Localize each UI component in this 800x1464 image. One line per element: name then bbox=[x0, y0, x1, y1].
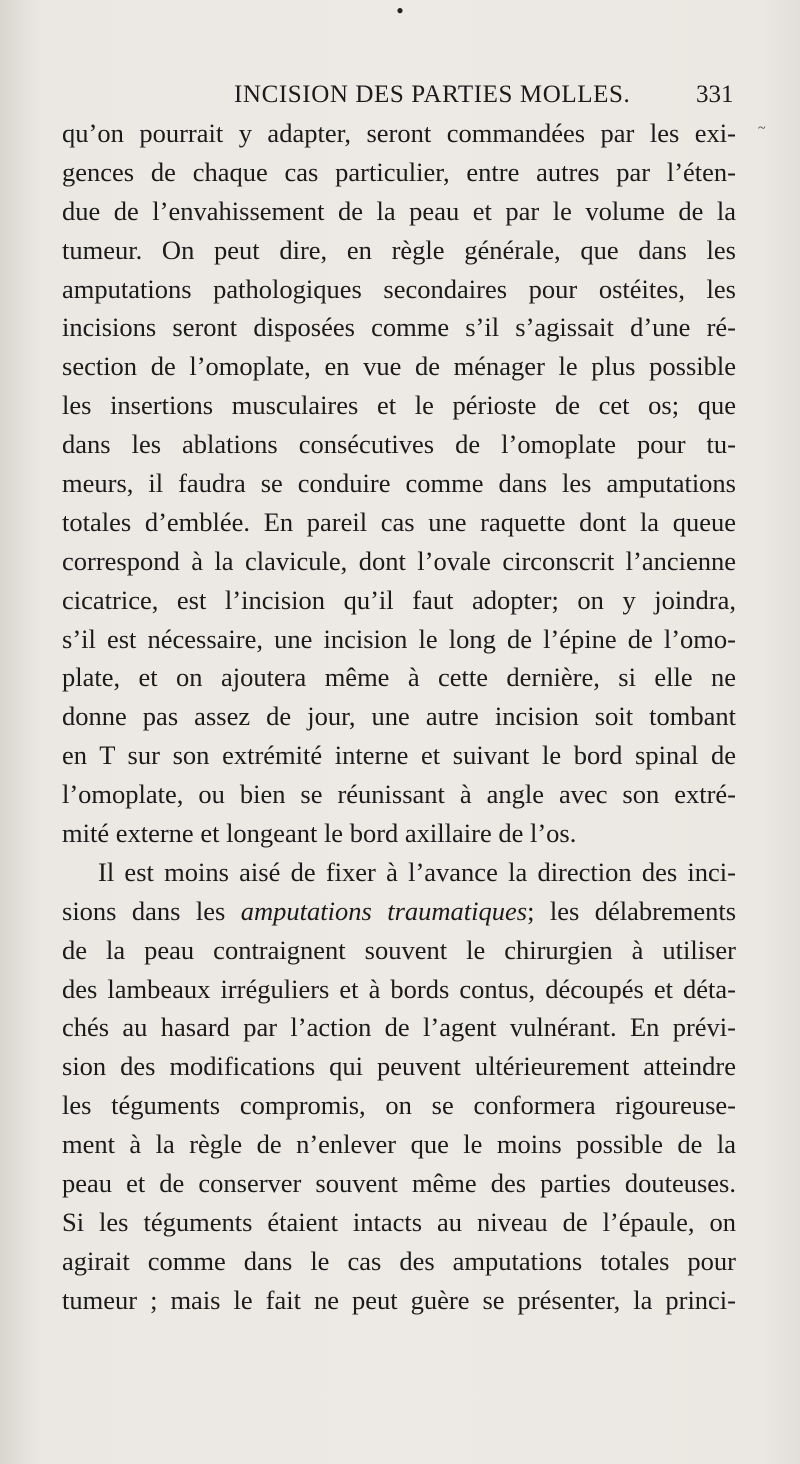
paragraph-first-line: Il est moins aisé de fixer à l’avance la direction des inci- bbox=[98, 856, 736, 887]
text-line: qu’on pourrait y adapter, seront commandées par les exi- bbox=[62, 118, 736, 148]
text-line: tumeur ; mais le fait ne peut guère se présenter, la princi- bbox=[62, 1284, 736, 1315]
page-number: 331 bbox=[696, 81, 734, 108]
margin-mark: ~ bbox=[758, 121, 766, 136]
text-line: tumeur. On peut dire, en règle générale, que dans les bbox=[62, 234, 736, 265]
text-line: s’il est nécessaire, une incision le long de l’épine de l’omo- bbox=[62, 623, 736, 654]
text-line: meurs, il faudra se conduire comme dans les amputations bbox=[62, 468, 736, 499]
text-line: plate, et on ajoutera même à cette dernière, si elle ne bbox=[62, 662, 736, 693]
text-line: donne pas assez de jour, une autre incision soit tombant bbox=[62, 701, 736, 732]
text-span: ; les délabrements bbox=[527, 895, 737, 926]
text-line: section de l’omoplate, en vue de ménager le plus possible bbox=[62, 351, 736, 382]
text-line: les insertions musculaires et le périoste de cet os; que bbox=[62, 390, 736, 421]
running-header bbox=[0, 78, 800, 112]
text-line: ment à la règle de n’enlever que le moins possible de la bbox=[62, 1129, 736, 1160]
text-line: totales d’emblée. En pareil cas une raquette dont la queue bbox=[62, 506, 736, 537]
text-line: l’omoplate, ou bien se réunissant à angle avec son extré- bbox=[62, 779, 736, 810]
text-line: agirait comme dans le cas des amputations totales pour bbox=[62, 1245, 736, 1276]
text-line: mité externe et longeant le bord axillaire de l’os. bbox=[62, 818, 577, 849]
text-line: les téguments compromis, on se conformera rigoureuse- bbox=[62, 1090, 736, 1121]
text-line: cicatrice, est l’incision qu’il faut adopter; on y joindra, bbox=[62, 584, 736, 615]
text-line: sion des modifications qui peuvent ultérieurement atteindre bbox=[62, 1051, 736, 1082]
text-line: des lambeaux irréguliers et à bords contus, découpés et déta- bbox=[62, 973, 736, 1004]
text-line: amputations pathologiques secondaires pour ostéites, les bbox=[62, 273, 736, 304]
text-line: de la peau contraignent souvent le chirurgien à utiliser bbox=[62, 934, 736, 965]
text-line-with-italic bbox=[62, 892, 736, 931]
text-line: correspond à la clavicule, dont l’ovale circonscrit l’ancienne bbox=[62, 545, 736, 576]
text-line: chés au hasard par l’action de l’agent vulnérant. En prévi- bbox=[62, 1012, 736, 1043]
text-line: due de l’envahissement de la peau et par le volume de la bbox=[62, 195, 736, 226]
text-line: dans les ablations consécutives de l’omoplate pour tu- bbox=[62, 429, 736, 460]
body-text bbox=[62, 114, 736, 1320]
text-line: peau et de conserver souvent même des parties douteuses. bbox=[62, 1168, 736, 1199]
top-bullet-mark: ● bbox=[396, 3, 404, 17]
text-line: Si les téguments étaient intacts au niveau de l’épaule, on bbox=[62, 1206, 736, 1237]
text-span: sions dans les bbox=[62, 895, 241, 926]
running-title: INCISION DES PARTIES MOLLES. bbox=[234, 81, 631, 108]
text-line: incisions seront disposées comme s’il s’agissait d’une ré- bbox=[62, 312, 736, 343]
text-line: en T sur son extrémité interne et suivant le bord spinal de bbox=[62, 740, 736, 771]
italic-term: amputations traumatiques bbox=[240, 895, 528, 926]
text-line: gences de chaque cas particulier, entre autres par l’éten- bbox=[62, 156, 736, 187]
